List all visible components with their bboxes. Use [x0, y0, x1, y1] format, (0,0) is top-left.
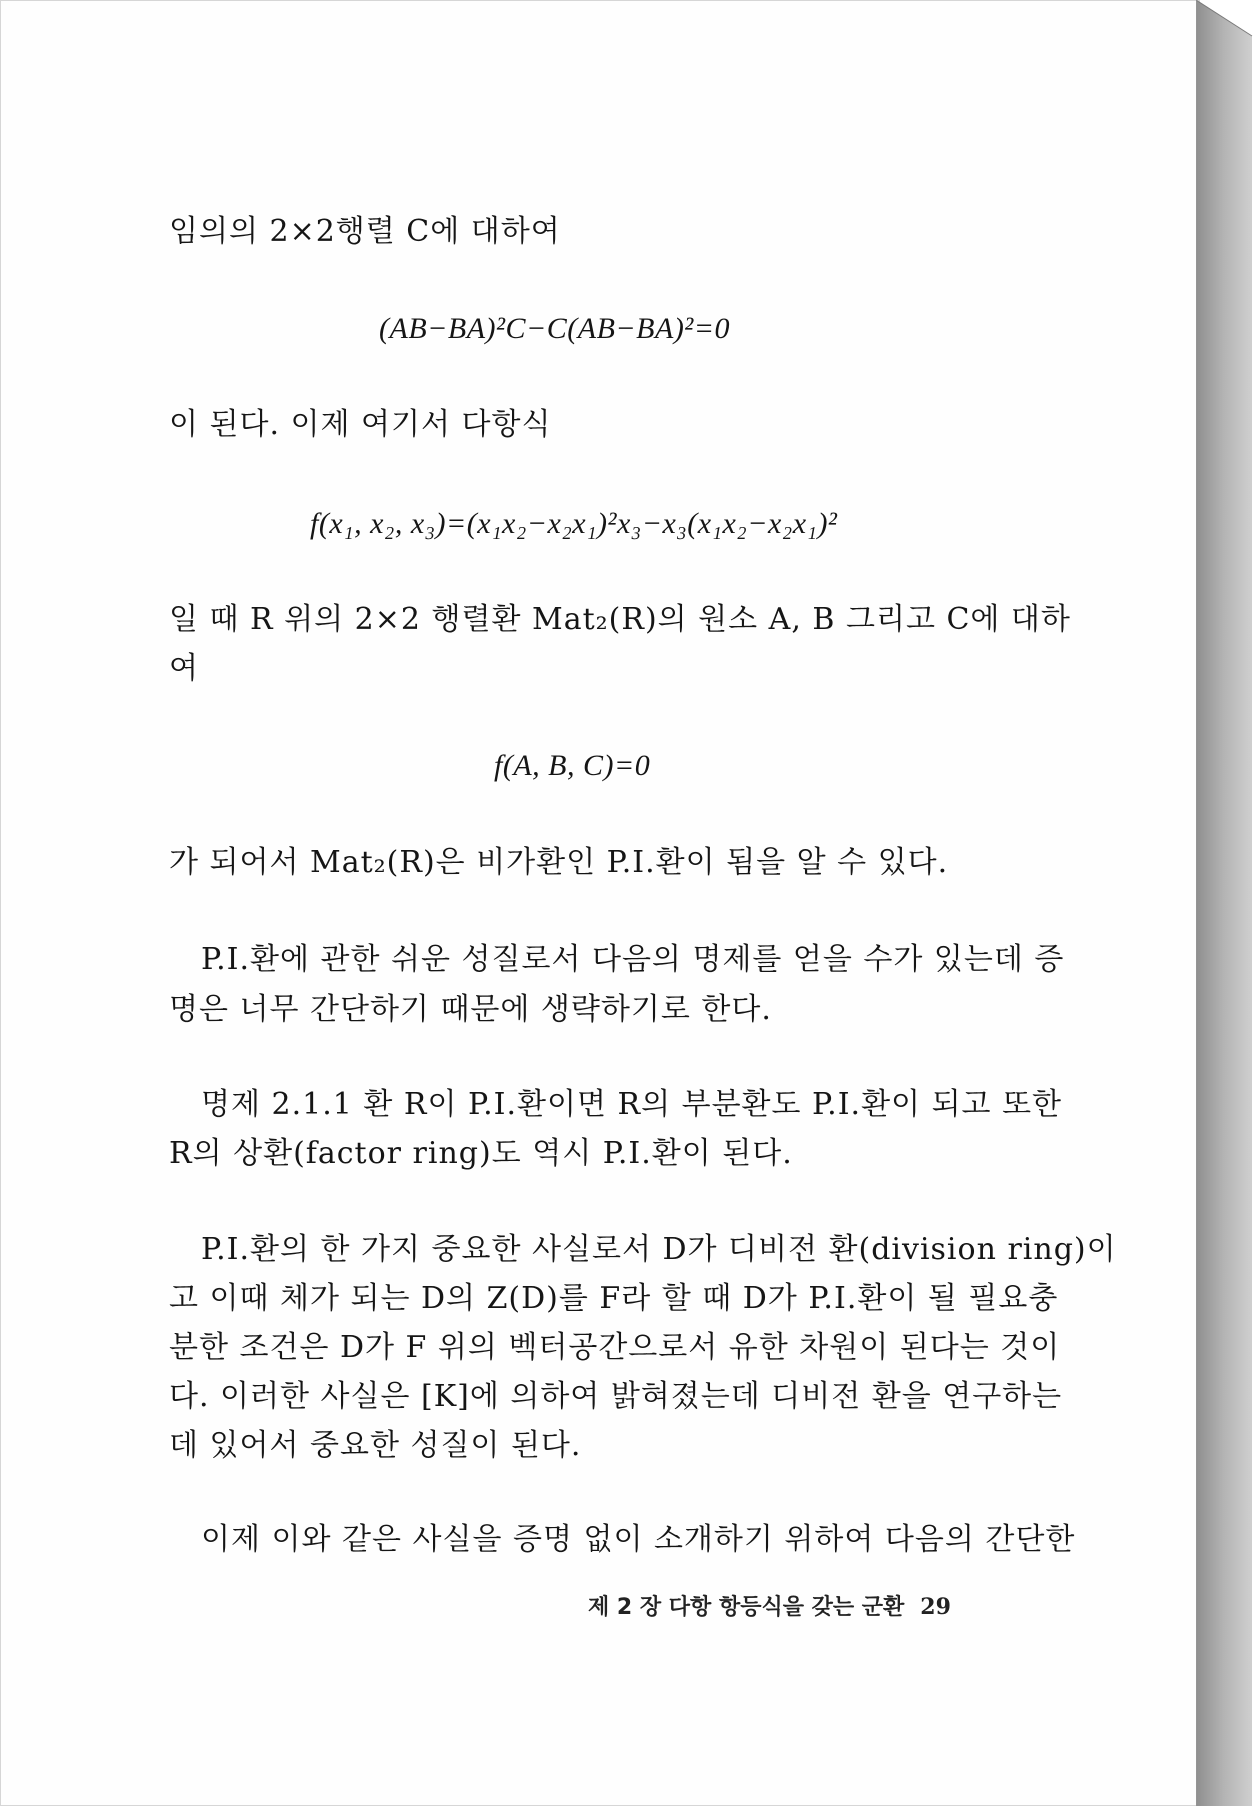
page-number: 29 — [920, 1594, 951, 1620]
equation: f(x₁, x₂, x₃)=(x₁x₂−x₂x₁)²x₃−x₃(x₁x₂−x₂x₁)² — [310, 507, 838, 540]
paragraph-line: 명은 너무 간단하기 때문에 생략하기로 한다. — [169, 992, 772, 1027]
paragraph-line: 데 있어서 중요한 성질이 된다. — [169, 1428, 582, 1463]
proposition-line: R의 상환(factor ring)도 역시 P.I.환이 된다. — [169, 1136, 793, 1171]
text-line: 일 때 R 위의 2×2 행렬환 Mat₂(R)의 원소 A, B 그리고 C에 대하 — [169, 602, 1071, 637]
equation: (AB−BA)²C−C(AB−BA)²=0 — [379, 312, 731, 345]
paragraph-line: P.I.환에 관한 쉬운 성질로서 다음의 명제를 얻을 수가 있는데 증 — [201, 942, 1065, 977]
paragraph-line: 분한 조건은 D가 F 위의 벡터공간으로서 유한 차원이 된다는 것이 — [169, 1330, 1061, 1365]
paragraph-line: P.I.환의 한 가지 중요한 사실로서 D가 디비전 환(division ring)이 — [201, 1232, 1117, 1267]
paragraph-line: 다. 이러한 사실은 [K]에 의하여 밝혀졌는데 디비전 환을 연구하는 — [169, 1379, 1063, 1414]
text-line: 가 되어서 Mat₂(R)은 비가환인 P.I.환이 됨을 알 수 있다. — [169, 845, 949, 880]
page-footer — [588, 1592, 951, 1623]
text-line: 이 된다. 이제 여기서 다항식 — [169, 407, 552, 442]
chapter-title: 제 2 장 다항 항등식을 갖는 군환 — [588, 1595, 905, 1620]
equation: f(A, B, C)=0 — [494, 749, 651, 782]
paragraph-line: 고 이때 체가 되는 D의 Z(D)를 F라 할 때 D가 P.I.환이 될 필요충 — [169, 1281, 1059, 1316]
paragraph-line: 이제 이와 같은 사실을 증명 없이 소개하기 위하여 다음의 간단한 — [201, 1522, 1076, 1557]
text-line: 임의의 2×2행렬 C에 대하여 — [169, 214, 561, 249]
book-edge — [1196, 0, 1256, 1806]
text-line: 여 — [169, 651, 199, 686]
proposition-line: 명제 2.1.1 환 R이 P.I.환이면 R의 부분환도 P.I.환이 되고 또한 — [201, 1087, 1063, 1122]
